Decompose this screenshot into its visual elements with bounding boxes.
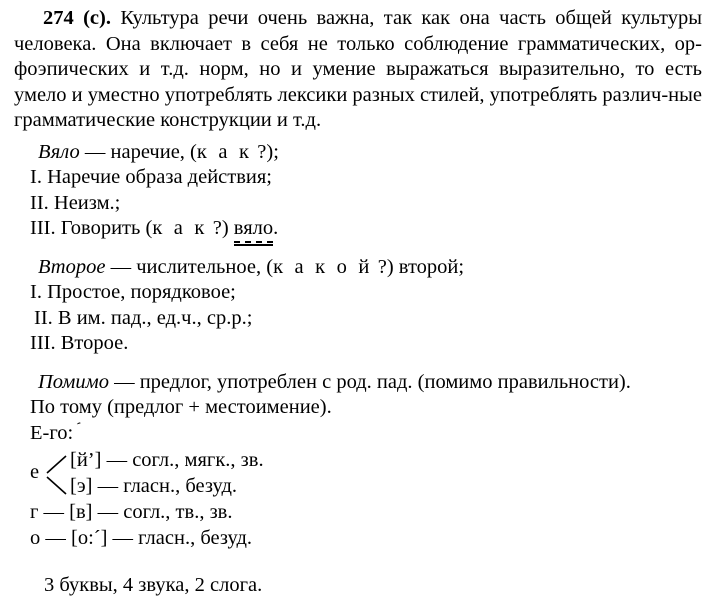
exercise-number: 274 (с). — [43, 7, 111, 29]
stress-mark: ´ — [71, 419, 83, 438]
phonetic-sound-1: [й’] — согл., мягк., зв. — [70, 449, 264, 472]
block-separator — [14, 242, 702, 255]
exercise-body: Культура речи очень важна, так как она часть общей культуры человека. Она включает в себя не только соблюдение грамматических, ор-фоэпических и т.д. норм, но и умение выражаться выразительно, то есть умело и уместно употреблять лексики разных стилей, употреблять различ-ные грамматические конструкции и т.д. — [14, 7, 702, 132]
analysis-block-vyalo — [14, 140, 702, 242]
phonetic-row-4: о — [о:´] — гласн., безуд. — [30, 526, 253, 549]
branch-lines-icon — [45, 454, 67, 496]
underlined-adverb: вяло — [234, 216, 273, 242]
question-word: к а к — [196, 140, 253, 163]
headword-dash: — — [79, 140, 111, 163]
analysis-item-3 — [14, 216, 702, 242]
exercise-paragraph — [14, 6, 702, 134]
analysis-item-3-mid: ?) — [207, 217, 234, 240]
analysis-line-2: По тому (предлог + местоимение). — [30, 396, 332, 419]
analysis-block-pomimo — [14, 370, 702, 447]
question-word: к а к — [152, 217, 208, 240]
headword-rest: предлог, употреблен с род. пад. (помимо правильности). — [139, 370, 631, 393]
block-separator — [14, 357, 702, 370]
analysis-item-3-end: . — [273, 217, 279, 240]
analysis-item-1: I. Простое, порядковое; — [30, 281, 236, 304]
analysis-item-2: II. Неизм.; — [30, 191, 121, 214]
question-word: к а к о й — [273, 255, 373, 278]
analysis-block-vtoroe — [14, 255, 702, 357]
analysis-line-3 — [14, 421, 702, 447]
analysis-headword-line — [14, 255, 702, 281]
analysis-item-3: III. Второе. — [30, 332, 129, 355]
phonetic-summary: 3 буквы, 4 звука, 2 слога. — [44, 574, 263, 597]
syllable-split-label: Е-го: — [30, 421, 74, 444]
phonetic-sound-2: [э] — гласн., безуд. — [70, 474, 238, 497]
analysis-item-2: II. В им. пад., ед.ч., ср.р.; — [34, 306, 253, 329]
headword-rest: числительное, ( — [136, 255, 274, 278]
headword-dash: — — [105, 255, 137, 278]
analysis-headword-line — [14, 370, 702, 396]
analysis-headword-line — [14, 140, 702, 166]
analysis-item-1: I. Наречие образа действия; — [30, 166, 273, 189]
headword: Второе — [38, 255, 106, 278]
headword: Помимо — [38, 370, 109, 393]
headword-rest: наречие, ( — [110, 140, 197, 163]
headword-rest-end: ?) второй; — [372, 255, 465, 278]
headword-dash: — — [108, 370, 140, 393]
headword: Вяло — [38, 140, 80, 163]
phonetic-branch — [14, 448, 702, 500]
analysis-item-3-prefix: III. Говорить ( — [30, 217, 153, 240]
headword-rest-end: ?); — [252, 140, 279, 163]
branch-letter: е — [30, 461, 40, 484]
phonetic-row-3: г — [в] — согл., тв., зв. — [30, 501, 233, 524]
